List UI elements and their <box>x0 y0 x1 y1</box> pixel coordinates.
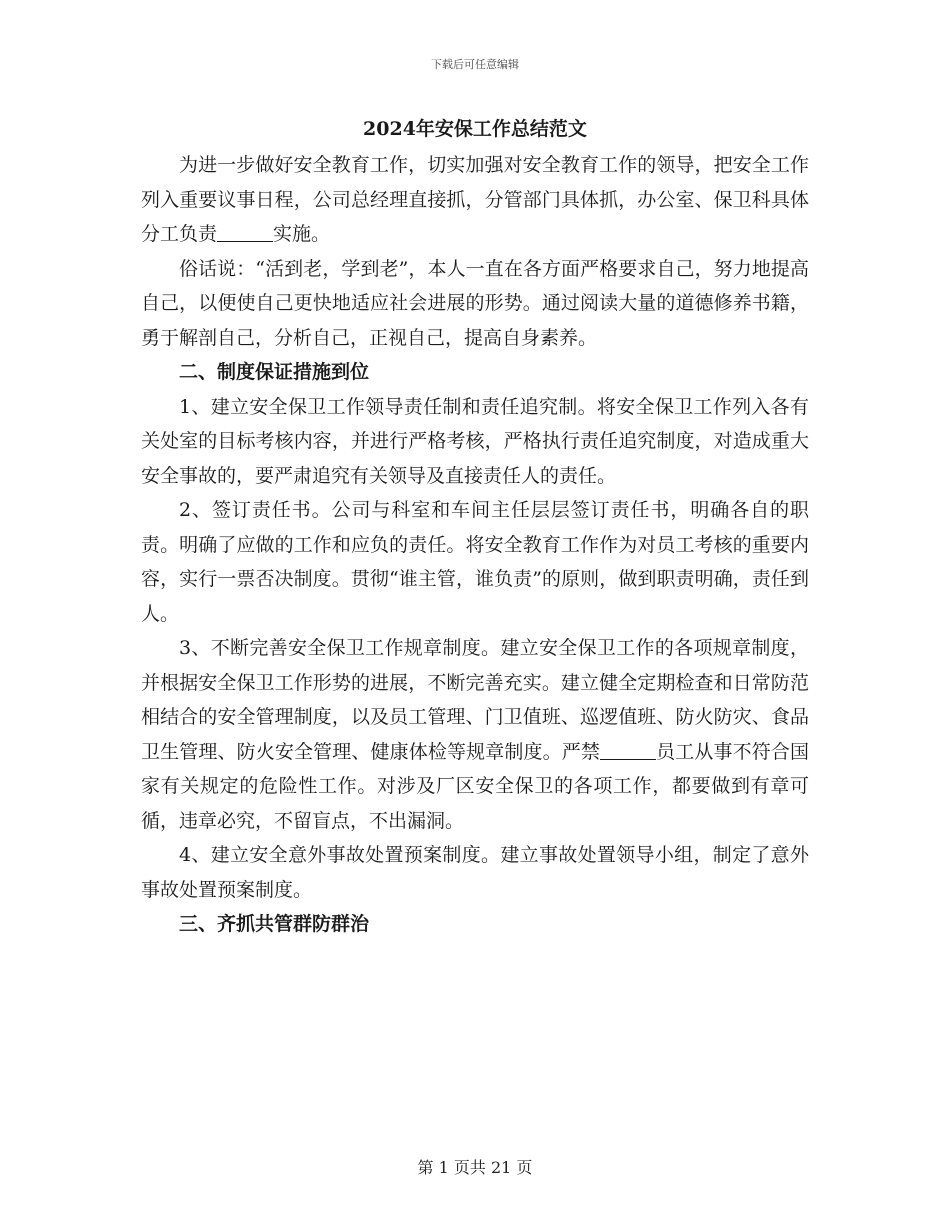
page-footer: 第 1 页共 21 页 <box>417 1158 533 1177</box>
paragraph-intro-text-a: 为进一步做好安全教育工作，切实加强对安全教育工作的领导，把安全工作列入重要议事日程，公司总经理直接抓，分管部门具体抓，办公室、保卫科具体分工负责 <box>141 154 809 245</box>
section-heading-3: 三、齐抓共管群防群治 <box>179 913 370 935</box>
document-body <box>141 110 809 942</box>
document-title: 2024年安保工作总结范文 <box>363 118 587 140</box>
section-heading-2: 二、制度保证措施到位 <box>179 361 370 383</box>
blank-underline <box>600 758 656 760</box>
paragraph-intro-text-b: 实施。 <box>273 223 331 245</box>
header-note: 下载后可任意编辑 <box>431 58 519 71</box>
paragraph-item-2: 2、签订责任书。公司与科室和车间主任层层签订责任书，明确各自的职责。明确了应做的工作和应负的责任。将安全教育工作作为对员工考核的重要内容，实行一票否决制度。贯彻“谁主管，谁负责”的原则，做到职责明确，责任到人。 <box>141 499 809 625</box>
paragraph-self-improvement: 俗话说：“活到老，学到老”，本人一直在各方面严格要求自己，努力地提高自己，以便使自己更快地适应社会进展的形势。通过阅读大量的道德修养书籍，勇于解剖自己，分析自己，正视自己，提高自身素养。 <box>141 257 809 349</box>
paragraph-item-3 <box>141 631 809 838</box>
paragraph-item-1: 1、建立安全保卫工作领导责任制和责任追究制。将安全保卫工作列入各有关处室的目标考核内容，并进行严格考核，严格执行责任追究制度，对造成重大安全事故的，要严肃追究有关领导及直接责任人的责任。 <box>141 395 809 487</box>
paragraph-item-4: 4、建立安全意外事故处置预案制度。建立事故处置领导小组，制定了意外事故处置预案制度。 <box>141 844 809 901</box>
blank-underline <box>217 240 273 242</box>
paragraph-item-3-text-b: 员工从事不符合国家有关规定的危险性工作。对涉及厂区安全保卫的各项工作，都要做到有章可循，违章必究，不留盲点，不出漏洞。 <box>141 740 809 832</box>
paragraph-item-3-text-a: 3、不断完善安全保卫工作规章制度。建立安全保卫工作的各项规章制度，并根据安全保卫工作形势的进展，不断完善充实。建立健全定期检查和日常防范相结合的安全管理制度，以及员工管理、门卫值班、巡逻值班、防火防灾、食品卫生管理、防火安全管理、健康体检等规章制度。严禁 <box>141 637 809 763</box>
paragraph-intro <box>141 148 809 252</box>
